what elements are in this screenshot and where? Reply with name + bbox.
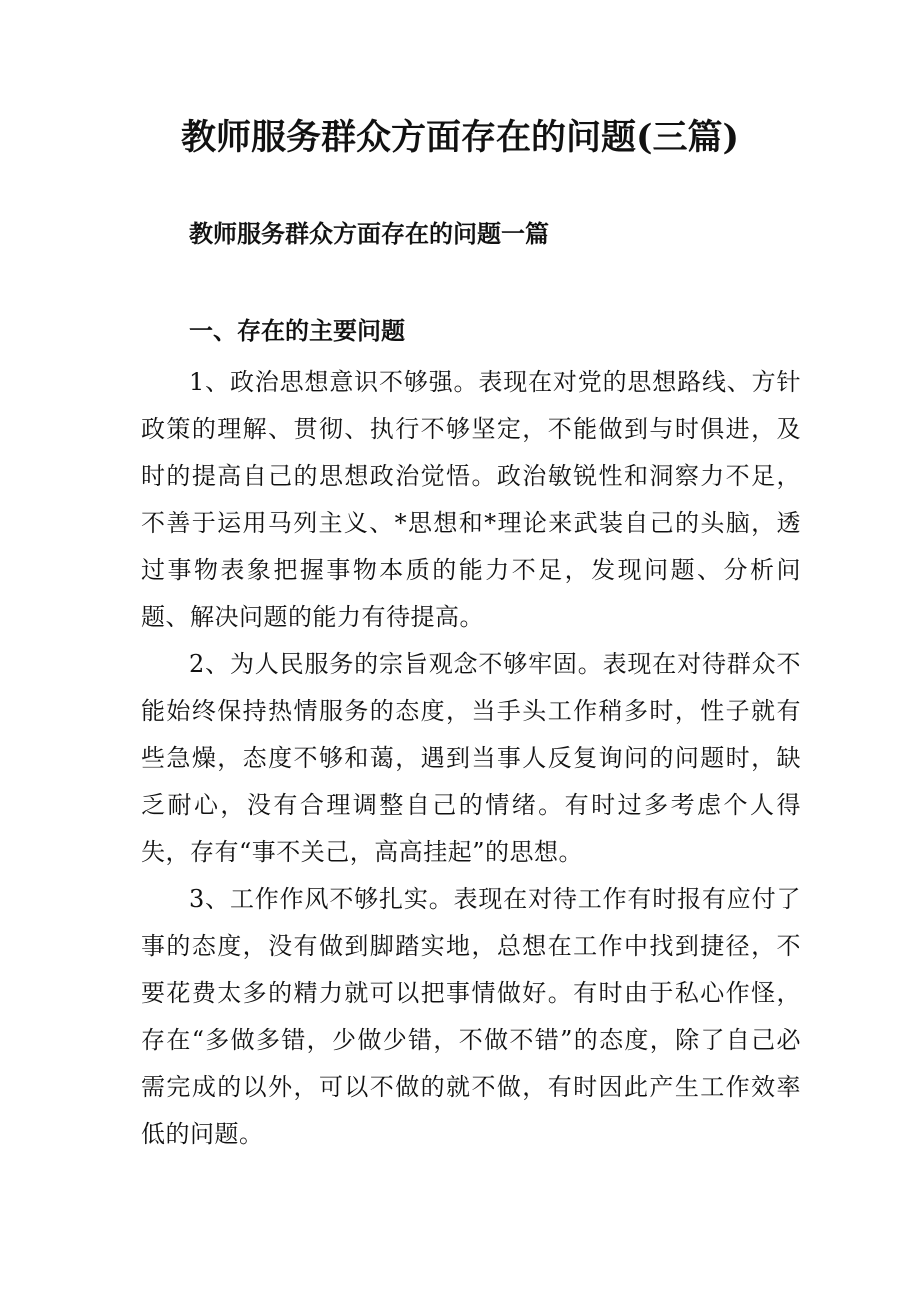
document-body xyxy=(141,359,801,1158)
section-heading: 一、存在的主要问题 xyxy=(189,316,405,345)
paragraph-2: 2、为人民服务的宗旨观念不够牢固。表现在对待群众不能始终保持热情服务的态度，当手头工作稍多时，性子就有些急燥，态度不够和蔼，遇到当事人反复询问的问题时，缺乏耐心，没有合理调整自己的情绪。有时过多考虑个人得失，存有“事不关己，高高挂起”的思想。 xyxy=(141,650,801,866)
document-subtitle: 教师服务群众方面存在的问题一篇 xyxy=(189,219,549,248)
document-title: 教师服务群众方面存在的问题(三篇) xyxy=(180,117,740,158)
paragraph-3: 3、工作作风不够扎实。表现在对待工作有时报有应付了事的态度，没有做到脚踏实地，总想在工作中找到捷径，不要花费太多的精力就可以把事情做好。有时由于私心作怪，存在“多做多错，少做少错，不做不错”的态度，除了自己必需完成的以外，可以不做的就不做，有时因此产生工作效率低的问题。 xyxy=(141,885,801,1148)
paragraph-1: 1、政治思想意识不够强。表现在对党的思想路线、方针政策的理解、贯彻、执行不够坚定，不能做到与时俱进，及时的提高自己的思想政治觉悟。政治敏锐性和洞察力不足，不善于运用马列主义、*思想和*理论来武装自己的头脑，透过事物表象把握事物本质的能力不足，发现问题、分析问题、解决问题的能力有待提高。 xyxy=(141,368,801,631)
